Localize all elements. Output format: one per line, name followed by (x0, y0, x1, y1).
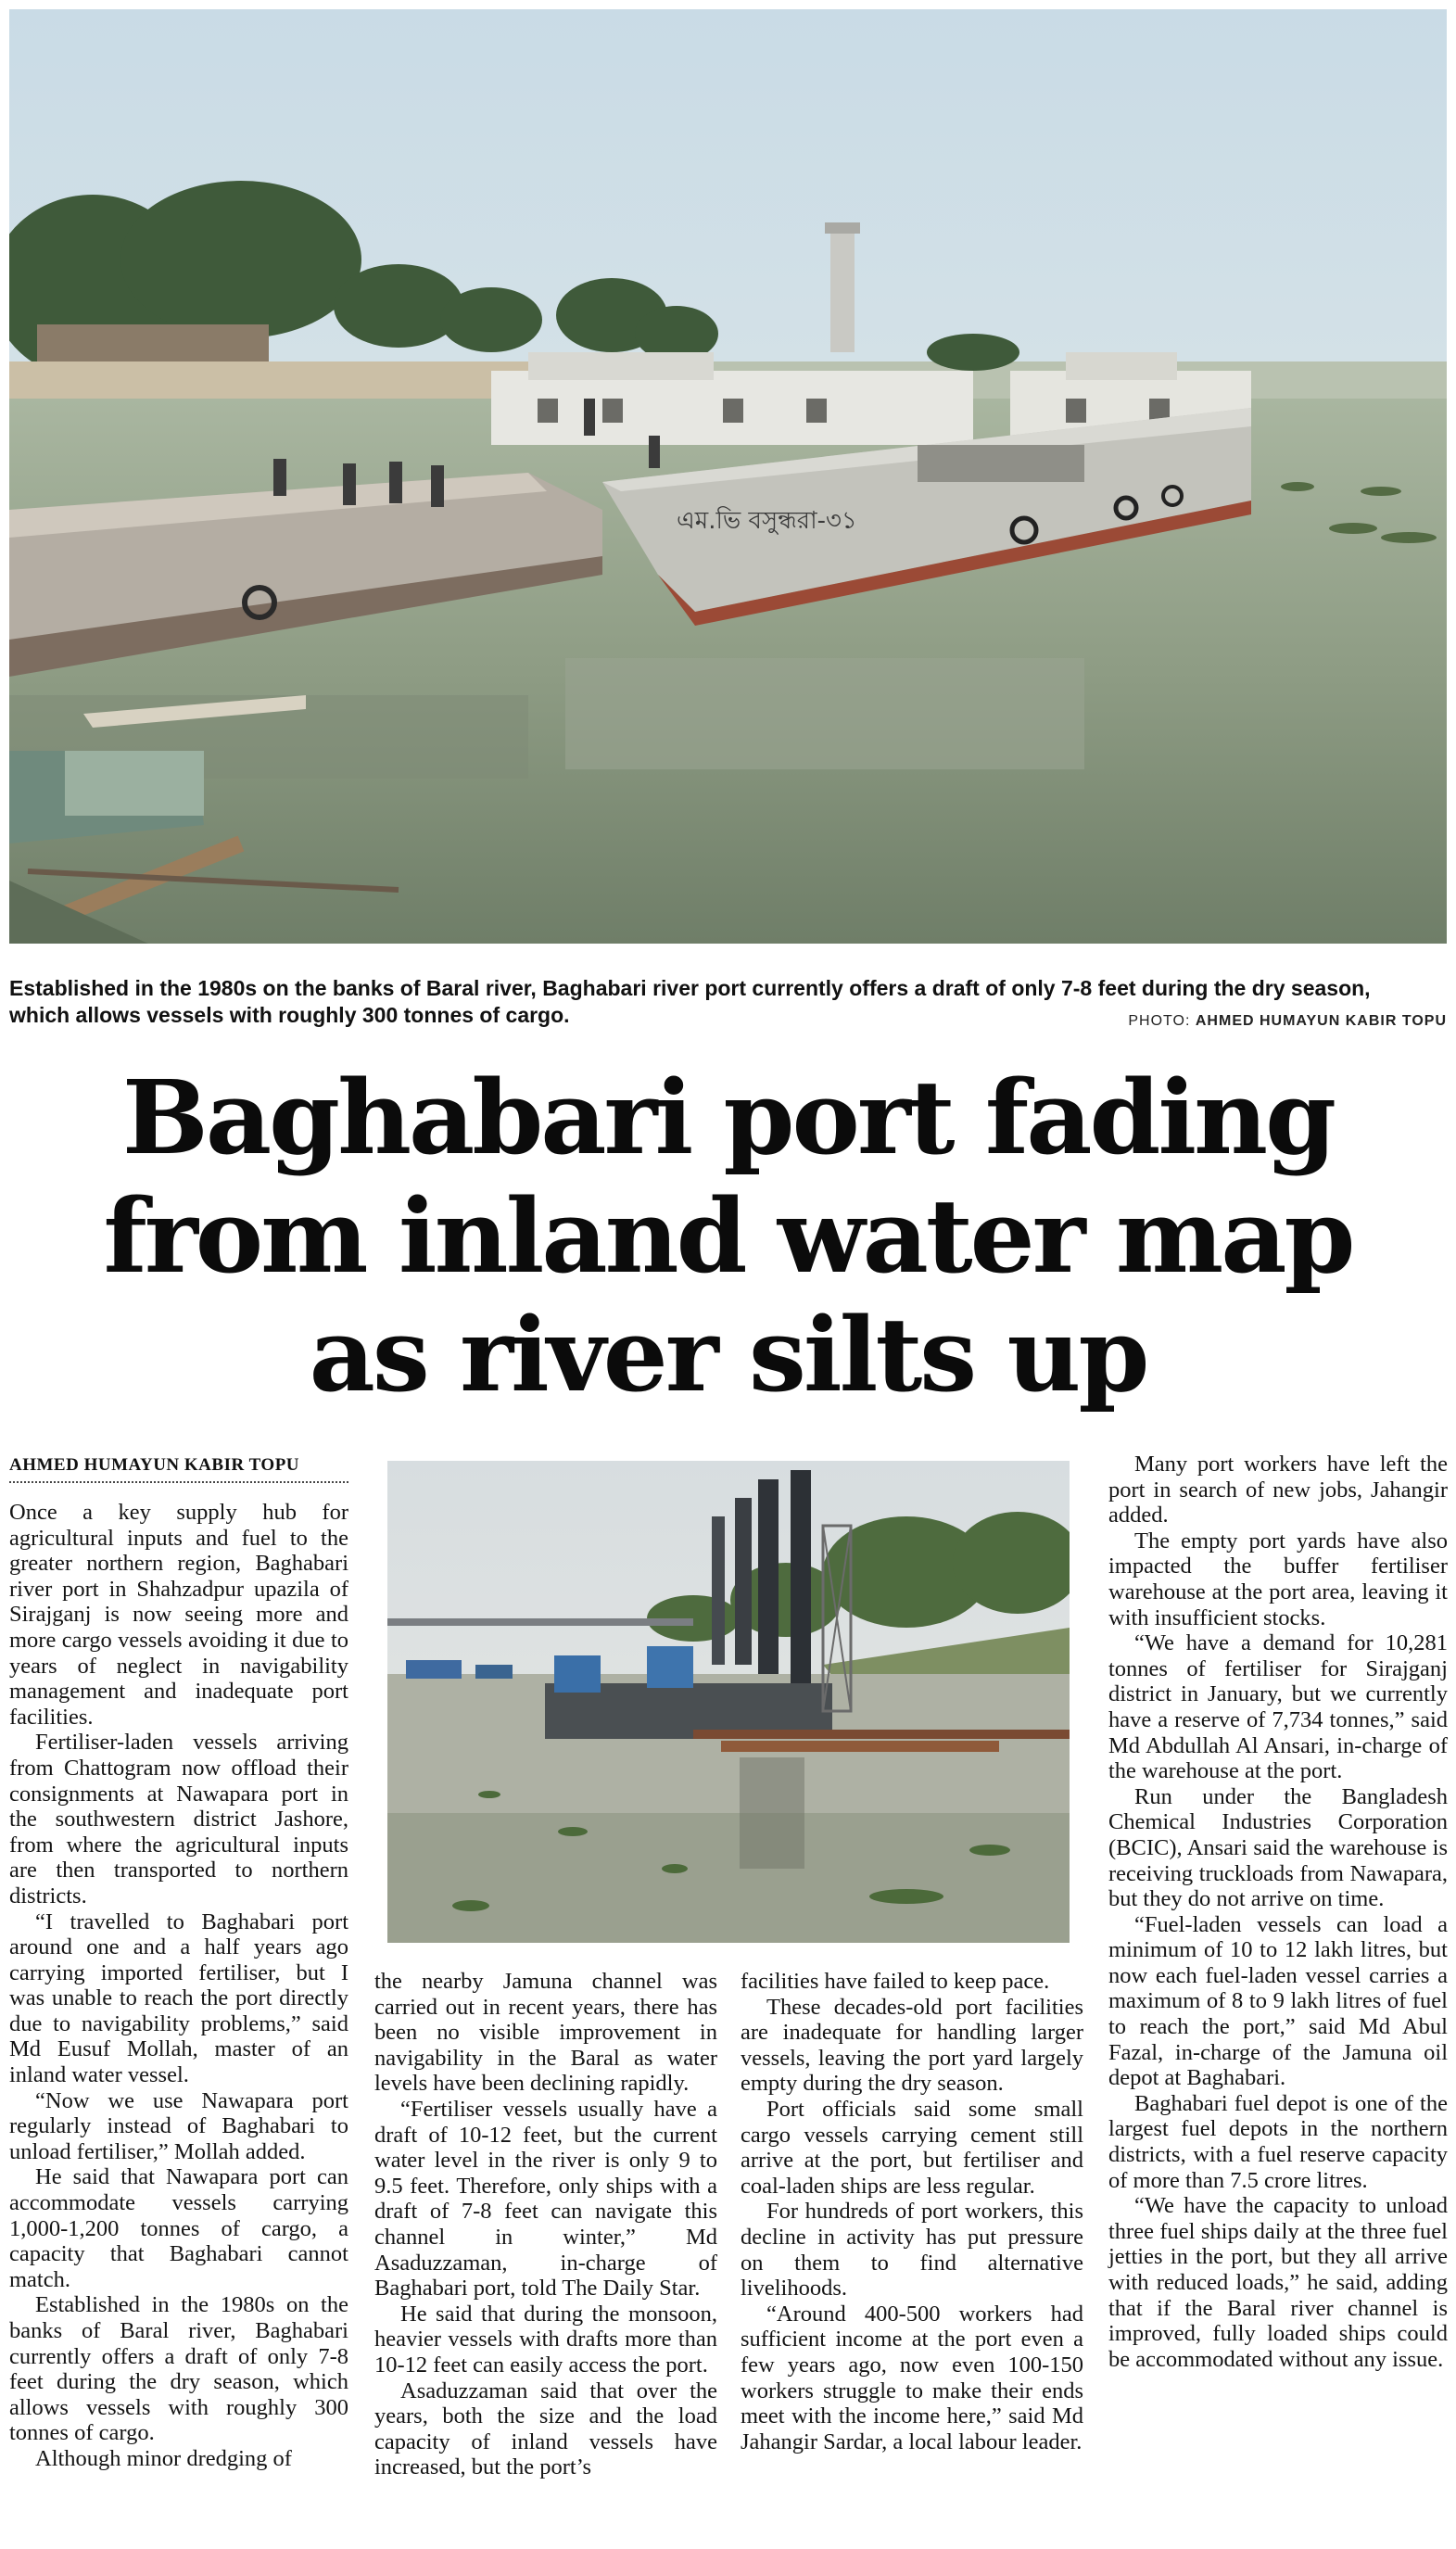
paragraph: Fertiliser-laden vessels arriving from Chattogram now offload their consignments at Nawapara port in the southwestern district Jashore, from where the agricultural inputs are then transported to northern districts. (9, 1730, 348, 1909)
paragraph: Asaduzzaman said that over the years, both the size and the load capacity of inland vessels have increased, but the port’s (374, 2378, 717, 2480)
photo-credit (1128, 1013, 1447, 1030)
inset-photo (387, 1461, 1070, 1943)
headline-line-1: Baghabari port fading (121, 1058, 1335, 1177)
paragraph: Port officials said some small cargo vessels carrying cement still arrive at the port, but fertiliser and coal-laden ships are less regular. (741, 2096, 1083, 2199)
paragraph: “We have a demand for 10,281 tonnes of fertiliser for Sirajganj district in January, but we currently have a reserve of 7,734 tonnes,” said Md Abdullah Al Ansari, in-charge of the warehouse at the port. (1108, 1630, 1448, 1784)
photo-credit-name: AHMED HUMAYUN KABIR TOPU (1195, 1013, 1447, 1029)
paragraph: “Fuel-laden vessels can load a minimum of 10 to 12 lakh litres, but now each fuel-laden vessel carries a maximum of 8 to 9 lakh litres of fuel to reach the port,” said Md Abul Fazal, in-charge of the Jamuna oil depot at Baghabari. (1108, 1911, 1448, 2091)
byline: AHMED HUMAYUN KABIR TOPU (9, 1455, 348, 1483)
paragraph: the nearby Jamuna channel was carried out in recent years, there has been no visible improvement in navigability in the Baral as water levels have been declining rapidly. (374, 1969, 717, 2097)
article-column-1 (9, 1500, 348, 2472)
paragraph: Many port workers have left the port in search of new jobs, Jahangir added. (1108, 1452, 1448, 1528)
paragraph: For hundreds of port workers, this decline in activity has put pressure on them to find alternative livelihoods. (741, 2199, 1083, 2302)
article-column-3 (741, 1969, 1083, 2454)
hull-name: এম.ভি বসুন্ধরা-৩১ (677, 507, 857, 535)
paragraph: Run under the Bangladesh Chemical Industries Corporation (BCIC), Ansari said the warehouse is receiving truckloads from Nawapara, but they do not arrive on time. (1108, 1783, 1448, 1912)
headline-line-2: from inland water map (103, 1176, 1353, 1296)
headline-line-3: as river silts up (309, 1295, 1147, 1414)
paragraph: He said that Nawapara port can accommodate vessels carrying 1,000-1,200 tonnes of cargo, a capacity that Baghabari cannot match. (9, 2164, 348, 2292)
paragraph: “Fertiliser vessels usually have a draft of 10-12 feet, but the current water level in the river is only 9 to 9.5 feet. Therefore, only ships with a draft of 7-8 feet can navigate this channel in winter,” Md Asaduzzaman, in-charge of Baghabari port, told The Daily Star. (374, 2096, 717, 2302)
photo-credit-label: PHOTO: (1128, 1013, 1191, 1029)
caption-line-2: which allows vessels with roughly 300 tonnes of cargo. (9, 1003, 570, 1027)
paragraph: Established in the 1980s on the banks of Baral river, Baghabari currently offers a draft of only 7-8 feet during the dry season, which allows vessels with roughly 300 tonnes of cargo. (9, 2292, 348, 2446)
headline (0, 1059, 1456, 1414)
paragraph: “Now we use Nawapara port regularly instead of Baghabari to unload fertiliser,” Mollah added. (9, 2087, 348, 2164)
paragraph: Although minor dredging of (35, 2445, 292, 2471)
article-column-4 (1108, 1452, 1448, 2372)
paragraph: “We have the capacity to unload three fuel ships daily at the three fuel jetties in the port, but they all arrive with reduced loads,” he said, adding that if the Baral river channel is improved, fully loaded ships could be accommodated without any issue. (1108, 2193, 1448, 2372)
paragraph: “I travelled to Baghabari port around one and a half years ago carrying imported fertiliser, but I was unable to reach the port directly due to navigability problems,” said Md Eusuf Mollah, master of an inland water vessel. (9, 1909, 348, 2088)
paragraph: Once a key supply hub for agricultural inputs and fuel to the greater northern region, Baghabari river port in Shahzadpur upazila of Sirajganj is now seeing more and more cargo vessels avoiding it due to years of neglect in navigability management and inadequate port facilities. (9, 1500, 348, 1730)
paragraph: facilities have failed to keep pace. (741, 1969, 1050, 1994)
paragraph: These decades-old port facilities are inadequate for handling larger vessels, leaving the port yard largely empty during the dry season. (741, 1994, 1083, 2097)
paragraph: “Around 400-500 workers had sufficient income at the port even a few years ago, now even 100-150 workers struggle to make their ends meet with the income here,” said Md Jahangir Sardar, a local labour leader. (741, 2301, 1083, 2454)
paragraph: The empty port yards have also impacted the buffer fertiliser warehouse at the port area, leaving it with insufficient stocks. (1108, 1528, 1448, 1630)
lead-photo (9, 9, 1447, 944)
article-column-2 (374, 1969, 717, 2480)
paragraph: He said that during the monsoon, heavier vessels with drafts more than 10-12 feet can easily access the port. (374, 2301, 717, 2378)
caption-line-1: Established in the 1980s on the banks of Baral river, Baghabari river port currently offers a draft of only 7-8 feet during the dry season, (9, 976, 1371, 1000)
paragraph: Baghabari fuel depot is one of the largest fuel depots in the northern districts, with a fuel reserve capacity of more than 7.5 crore litres. (1108, 2090, 1448, 2193)
